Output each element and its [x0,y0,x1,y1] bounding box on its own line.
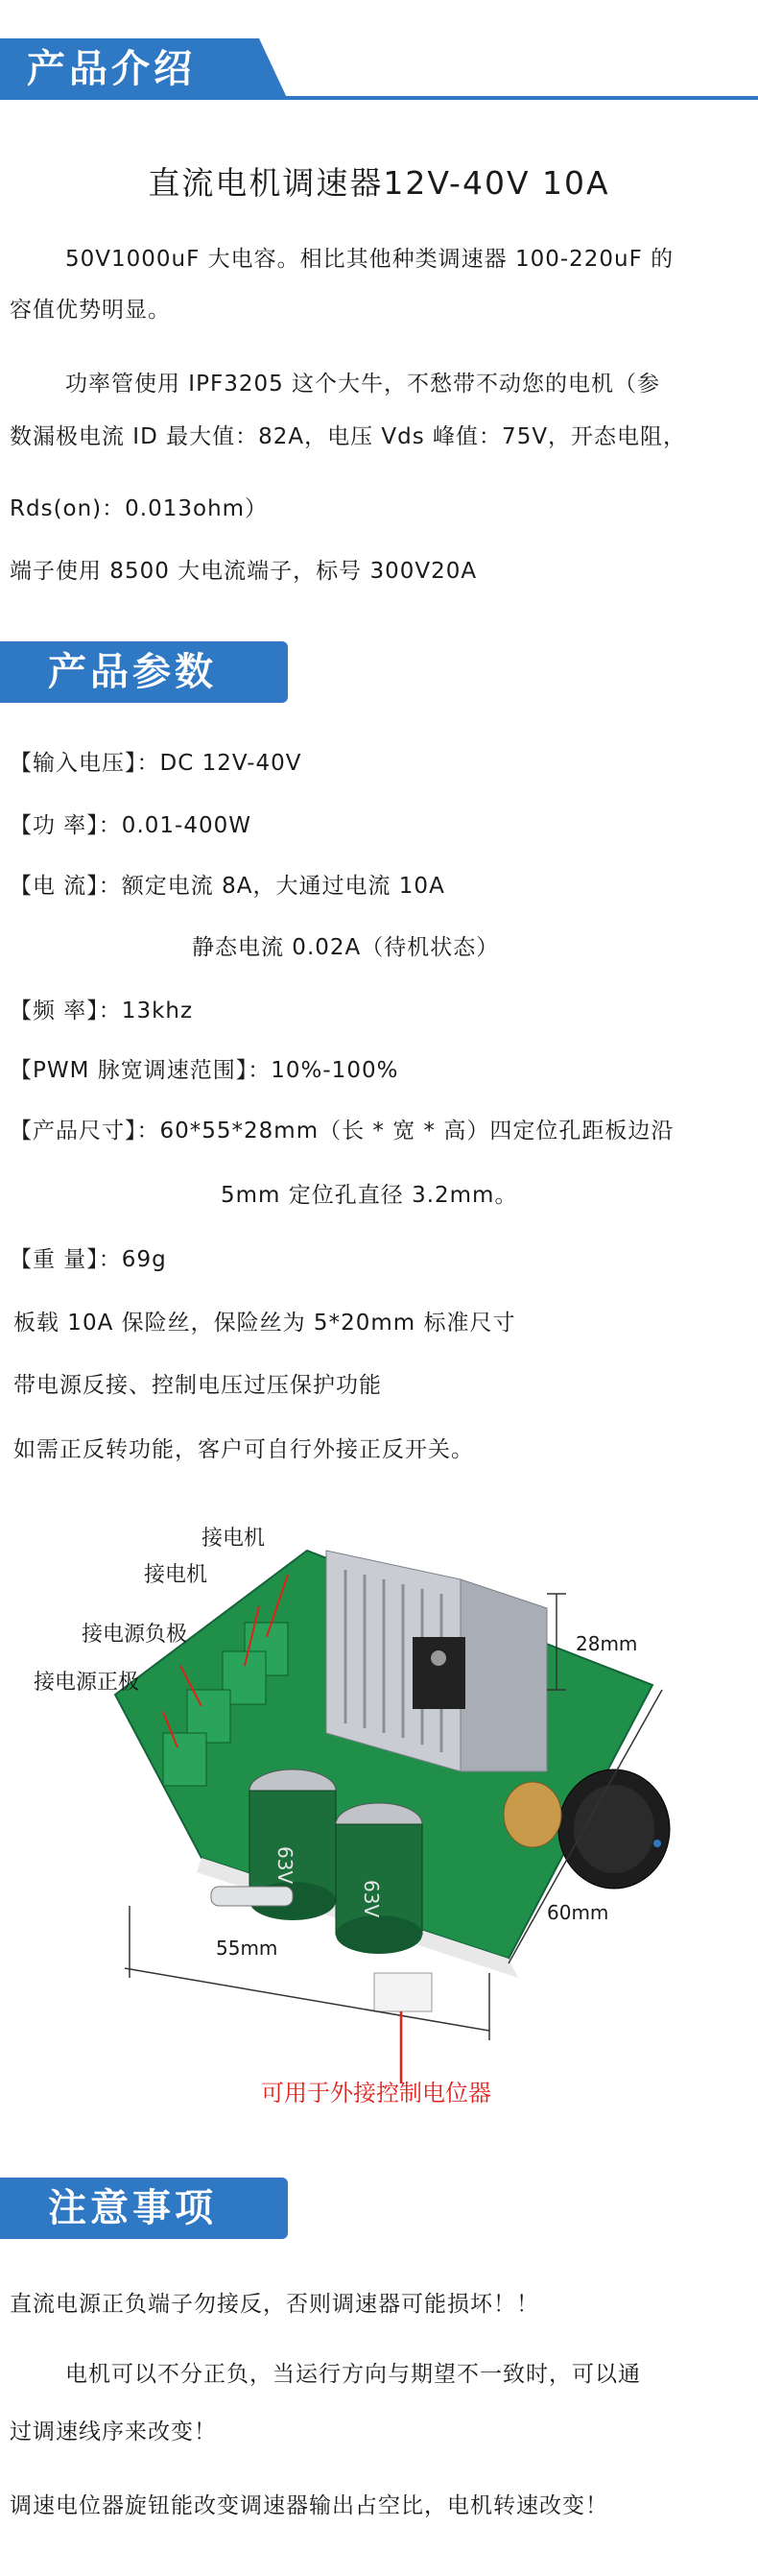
param-fuse: 板载 10A 保险丝，保险丝为 5*20mm 标准尺寸 [13,1311,516,1336]
terminal-power-positive [163,1733,206,1786]
section-header-notes [0,2178,297,2239]
intro-line-5: Rds(on)：0.013ohm） [10,496,269,521]
param-size: 【产品尺寸】：60*55*28mm（长 * 宽 * 高）四定位孔距板边沿 [10,1119,675,1144]
param-voltage: 【输入电压】：DC 12V-40V [10,751,302,776]
param-current: 【电 流】：额定电流 8A，大通过电流 10A [10,874,445,899]
param-pwm: 【PWM 脉宽调速范围】：10%-100% [10,1058,399,1083]
intro-line-6: 端子使用 8500 大电流端子，标号 300V20A [10,559,478,584]
label-motor-2: 接电机 [144,1563,208,1587]
note-line-1: 直流电源正负端子勿接反，否则调速器可能损坏！！ [10,2292,539,2317]
product-illustration [0,1493,758,2117]
pot-connector [374,1973,432,2011]
label-power-positive: 接电源正极 [34,1671,140,1695]
intro-line-2: 容值优势明显。 [10,298,171,323]
intro-line-4: 数漏极电流 ID 最大值：82A，电压 Vds 峰值：75V，开态电阻， [10,424,687,449]
section-header-intro [0,38,758,100]
fuse [211,1887,293,1906]
mosfet [413,1637,465,1709]
product-diagram [0,1493,758,2117]
section-title-params: 产品参数 [48,650,217,694]
dimension-width: 55mm [216,1937,278,1960]
intro-line-1: 50V1000uF 大电容。相比其他种类调速器 100-220uF 的 [65,247,675,272]
note-line-3: 过调速线序来改变！ [10,2420,217,2444]
param-power: 【功 率】：0.01-400W [10,813,251,838]
param-protection: 带电源反接、控制电压过压保护功能 [13,1373,382,1398]
intro-line-3: 功率管使用 IPF3205 这个大牛，不愁带不动您的电机（参 [65,372,661,397]
section-title-intro: 产品介绍 [27,47,196,91]
note-line-2: 电机可以不分正负，当运行方向与期望不一致时，可以通 [65,2362,641,2387]
param-current-standby: 静态电流 0.02A（待机状态） [192,935,500,960]
potentiometer-body [504,1782,561,1847]
label-potentiometer: 可用于外接控制电位器 [261,2080,491,2107]
section-title-notes: 注意事项 [48,2186,217,2230]
section-header-params [0,641,297,703]
capacitor-1-label: 63V [273,1846,296,1885]
label-power-negative: 接电源负极 [82,1623,188,1647]
param-frequency: 【频 率】：13khz [10,999,194,1023]
heatsink-side [461,1579,547,1771]
product-title: 直流电机调速器12V-40V 10A [148,164,610,202]
param-weight: 【重 量】：69g [10,1247,167,1272]
note-line-4: 调速电位器旋钮能改变调速器输出占空比，电机转速改变！ [10,2493,608,2518]
capacitor-2-label: 63V [360,1880,383,1918]
label-motor-1: 接电机 [201,1527,266,1551]
param-reverse: 如需正反转功能，客户可自行外接正反开关。 [13,1437,474,1462]
param-size-holes: 5mm 定位孔直径 3.2mm。 [221,1183,518,1208]
dimension-height: 28mm [576,1632,638,1655]
dimension-length: 60mm [547,1901,609,1924]
